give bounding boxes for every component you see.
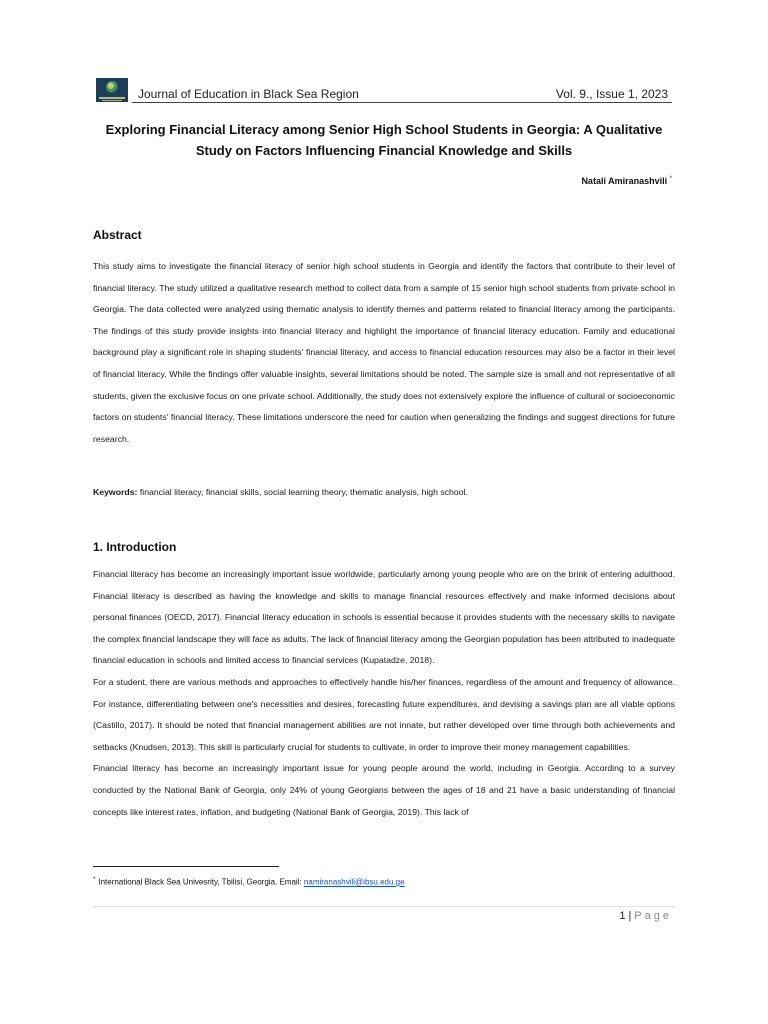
journal-name: Journal of Education in Black Sea Region (138, 87, 359, 101)
abstract-heading: Abstract (93, 228, 142, 242)
page-separator: | (628, 910, 632, 922)
author-name-text: Natali Amiranashvili (581, 176, 668, 186)
page-label: Page (634, 910, 672, 922)
journal-logo (96, 78, 128, 102)
author-email-link[interactable]: namiranashvili@ibsu.edu.ge (303, 877, 405, 887)
footer-divider (93, 906, 675, 907)
introduction-paragraph-3: Financial literacy has become an increasingly important issue for young people around the world, including in Georgia. According to a survey conducted by the National Bank of Georgia, only 24% of young Georgians between the ages of 18 and 21 have a basic understanding of financial concepts like interest rates, inflation, and budgeting (National Bank of Georgia, 2019). This lack of (93, 763, 675, 817)
footnote-mark: * (93, 877, 96, 883)
globe-icon (106, 81, 118, 93)
keywords-list: financial literacy, financial skills, social learning theory, thematic analysis, high school. (139, 487, 468, 497)
page-number-value: 1 (619, 910, 626, 922)
introduction-paragraph-2: For a student, there are various methods and approaches to effectively handle his/her finances, regardless of the amount and frequency of allowance. For instance, differentiating between one's necessities and desires, forecasting future expenditures, and devising a savings plan are all viable options (Castillo, 2017). It should be noted that financial management abilities are not innate, but rather developed over time through both achievements and setbacks (Knudsen, 2013). This skill is particularly crucial for students to cultivate, in order to improve their money management capabilities. (93, 676, 675, 752)
footnote-text: International Black Sea Univesrity, Tbilisi, Georgia. Email: (98, 877, 304, 887)
author-name (581, 176, 672, 186)
header-divider (132, 102, 672, 103)
article-title: Exploring Financial Literacy among Senior High School Students in Georgia: A Qualitative Study on Factors Influencing Financial Knowledge and Skills (105, 122, 663, 158)
introduction-body (93, 564, 675, 823)
volume-issue: Vol. 9., Issue 1, 2023 (555, 87, 668, 101)
introduction-heading: 1. Introduction (93, 540, 177, 554)
abstract-paragraph: This study aims to investigate the financial literacy of senior high school students in Georgia and identify the factors that contribute to their level of financial literacy. The study utilized a qualitative research method to collect data from a sample of 15 senior high school students from private school in Georgia. The data collected were analyzed using thematic analysis to identify themes and patterns related to financial literacy among the participants. The findings of this study provide insights into financial literacy and highlight the importance of financial literacy education. Family and educational background play a significant role in shaping students' financial literacy, and access to financial education resources may also be a factor in their level of financial literacy. While the findings offer valuable insights, several limitations should be noted. The sample size is small and not representative of all students, given the exclusive focus on one private school. Additionally, the study does not extensively explore the influence of cultural or socioeconomic factors on students' financial literacy. These limitations underscore the need for caution when generalizing the findings and suggest directions for future research. (93, 261, 675, 444)
page-number (619, 910, 672, 922)
introduction-paragraph-1: Financial literacy has become an increasingly important issue worldwide, particularly among young people who are on the brink of entering adulthood. Financial literacy is described as having the knowledge and skills to manage financial resources effectively and make informed decisions about personal finances (OECD, 2017). Financial literacy education in schools is essential because it provides students with the necessary skills to navigate the complex financial landscape they will face as adults. The lack of financial literacy among the Georgian population has been attributed to inadequate financial education in schools and limited access to financial services (Kupatadze, 2018). (93, 569, 675, 666)
footnote (93, 877, 405, 887)
keywords-label: Keywords: (93, 487, 138, 497)
keywords (93, 484, 675, 500)
abstract-body (93, 256, 675, 450)
journal-header (96, 78, 672, 103)
author-footnote-mark[interactable]: * (669, 176, 672, 182)
footnote-divider (93, 866, 279, 867)
